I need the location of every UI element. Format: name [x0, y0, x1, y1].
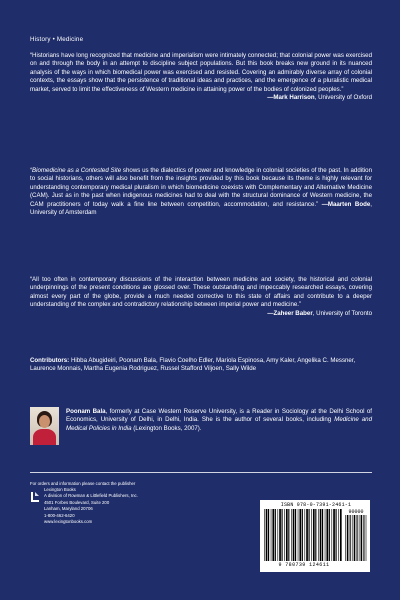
ean-digits: 9 780739 124611 [278, 562, 330, 568]
author-bio [66, 408, 372, 433]
author-name: Poonam Bala [66, 408, 106, 415]
quote-text: shows us the dialectics of power and knowledge in colonial societies of the past. In addition to social historians, others will also benefit from the insights provided by this book because its theme is highly relevant for understanding contemporary medical pluralism in which biomedicine coexists with Complementary and Alternative Medicine (CAM). Just as in the past when indigenous medicines had to deal with the structural dominance of Western medicine, the CAM practitioners of today walk a fine line between competition, accommodation, and resistance.” [30, 167, 373, 208]
publisher-website: www.lexingtonbooks.com [44, 519, 93, 525]
contributors-list [30, 357, 372, 374]
contributors-names: Hibba Abugideiri, Poonam Bala, Flavio Coelho Edler, Mariola Espinosa, Amy Kaler, Angelika C. Messner, Laurence Monnais, Martha Eugenia Rodriguez, Russel Stafford Viljoen, Sally Wilde [30, 357, 356, 373]
publisher-line: Lanham, Maryland 20706 [44, 506, 93, 512]
attribution-affiliation: , University of Toronto [312, 309, 372, 317]
publisher-line: 4501 Forbes Boulevard, Suite 200 [44, 499, 110, 505]
quote-text: “All too often in contemporary discussions of the interaction between medicine and society, the historical and colonial underpinnings of the present conditions are glossed over. These outstanding and impeccably researched essays, covering almost every part of the globe, provide a much needed corrective to this state of affairs and contribute to a deeper understanding of the complex and contradictory relationship between imperial power and medicine.” [30, 276, 372, 309]
attribution-name: —Maarten Bode [321, 200, 371, 208]
isbn-barcode [260, 500, 370, 572]
isbn-label: ISBN 978-0-7391-2461-1 [280, 502, 352, 508]
author-bio-end: (Lexington Books, 2007). [131, 424, 202, 432]
author-photo [30, 407, 59, 445]
quote-text: “Historians have long recognized that medicine and imperialism were intimately connected; that colonial power was exercised on and through the body in an attempt to discipline subject populations. But this book breaks new ground in its nuanced analysis of the ways in which biomedical power was exercised and resisted. Covering an admirably diverse array of colonial contexts, the essays show that the persistence of traditional ideas and practices, and the emergence of a pluralistic medical market, served to limit the effectiveness of Western medicine in attaining power of the bodies of colonized peoples.” [30, 52, 372, 93]
publisher-address [44, 487, 204, 525]
publisher-logo-icon [30, 491, 40, 503]
attribution-name: —Mark Harrison [267, 94, 315, 102]
review-quote-bode [30, 167, 372, 217]
book-title-italic: “Biomedicine as a Contested Site [30, 167, 122, 174]
review-quote-harrison [30, 52, 372, 102]
publisher-line: 1-800-462-6420 [44, 512, 75, 518]
quote-attribution [30, 94, 372, 102]
ean-bars [264, 509, 342, 561]
review-quote-baber [30, 276, 372, 318]
publisher-line: A division of Rowman & Littlefield Publishers, Inc. [44, 493, 138, 499]
price-addon-label: 90000 [348, 509, 364, 515]
addon-bars [345, 515, 367, 561]
category-label: History • Medicine [30, 36, 84, 43]
attribution-affiliation: , University of Oxford [314, 94, 372, 102]
contributors-label: Contributors: [30, 357, 70, 364]
author-bio-start: , formerly at Case Western Reserve University, is a Reader in Sociology at the Delhi School of Economics, University of Delhi, in Delhi, India. She is the author of several books, including [66, 408, 372, 424]
author-book-title: Medicine and Medical Policies in India [66, 416, 372, 432]
publisher-line: Lexington Books [44, 487, 76, 492]
attribution-name: —Zaheer Baber [267, 309, 313, 317]
orders-info: For orders and information please contact the publisher [30, 481, 136, 486]
attribution-affiliation: , University of Amsterdam [30, 200, 372, 217]
divider [30, 472, 372, 473]
quote-attribution [30, 310, 372, 318]
